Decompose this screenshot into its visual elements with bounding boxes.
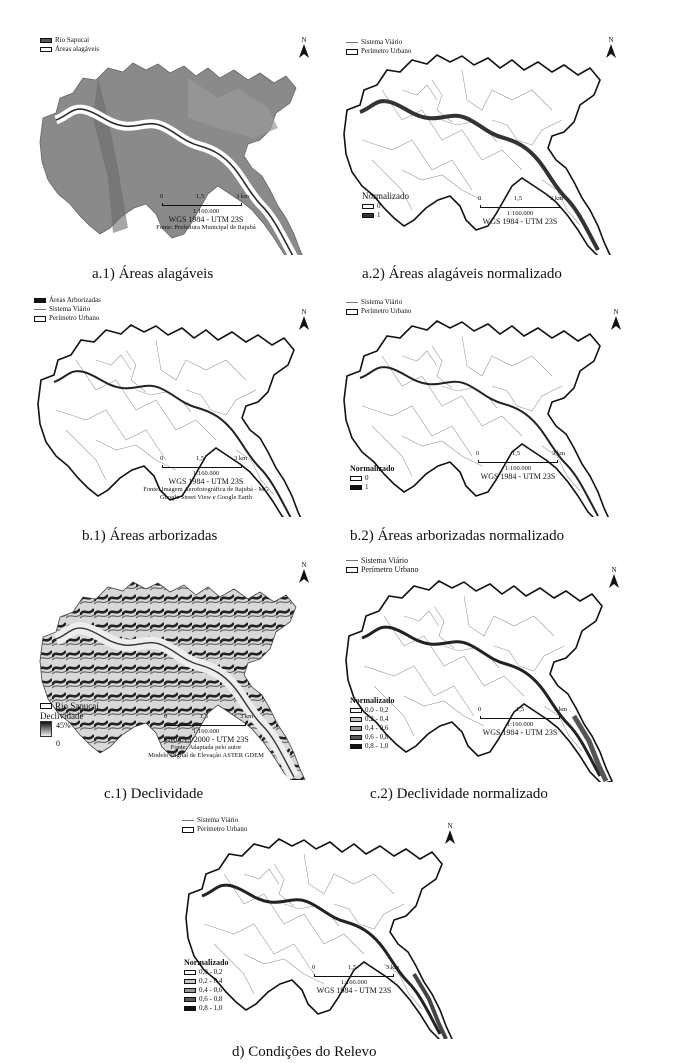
legend-b2 xyxy=(346,298,411,316)
scale-mid: 1,5 xyxy=(196,455,205,462)
legend-roads: Sistema Viário xyxy=(361,556,409,565)
legend-roads: Sistema Viário xyxy=(197,816,239,824)
caption-b1: b.1) Áreas arborizadas xyxy=(82,528,218,544)
north-arrow: N xyxy=(298,308,310,332)
class-legend-c2: Normalizado 0,0 - 0,2 0,2 - 0,4 0,4 - 0,6 0,6 - 0,8 0,8 - 1,0 xyxy=(350,696,395,750)
map-panel-b2 xyxy=(342,292,642,517)
north-arrow: N xyxy=(298,36,310,60)
credits-c1: 1:160.000 SIRGAS 2000 - UTM 23S Fonte: Adaptada pelo autor Modelo Digital de Elevação ASTER GDEM xyxy=(148,728,264,759)
legend-b1 xyxy=(34,296,101,323)
scale-bar xyxy=(314,974,394,977)
caption-d: d) Condições do Relevo xyxy=(232,1044,377,1060)
caption-c2: c.2) Declividade normalizado xyxy=(370,786,548,802)
legend-perimeter: Perímetro Urbano xyxy=(361,307,412,315)
slope-legend-title: Declividade xyxy=(40,711,84,721)
north-arrow: N xyxy=(608,566,620,590)
caption-b2: b.2) Áreas arborizadas normalizado xyxy=(350,528,565,544)
legend-roads: Sistema Viário xyxy=(361,298,403,306)
scale-mid: 1,5 xyxy=(516,706,525,713)
scale-end: 3 km xyxy=(550,195,564,202)
north-arrow-icon xyxy=(298,44,310,58)
scale-mid: 1,5 xyxy=(514,195,523,202)
scale-zero: 0 xyxy=(164,713,168,720)
legend-d xyxy=(182,816,247,834)
scale-end: 3 km xyxy=(234,455,248,462)
north-arrow-icon xyxy=(605,44,617,58)
scale-mid: 1,5 xyxy=(196,193,205,200)
map-panel-c1 xyxy=(36,555,336,780)
scale-bar xyxy=(162,465,242,468)
scale-mid: 1,5 xyxy=(200,713,209,720)
scale-bar xyxy=(480,205,560,208)
credits-c2: 1:160.000 WGS 1984 - UTM 23S xyxy=(482,721,558,737)
legend-flood: Áreas alagáveis xyxy=(55,45,100,53)
north-arrow-icon xyxy=(610,316,622,330)
scale-end: 3 km xyxy=(240,713,254,720)
slope-gradient xyxy=(40,721,52,737)
scale-bar xyxy=(478,460,558,463)
credits-b1: 1:160.000 WGS 1984 - UTM 23S Fonte: Imagem Aerofotográfica de Itajubá - MG Google Street View e Google Earth xyxy=(143,470,269,501)
map-panel-c2 xyxy=(342,552,642,782)
legend-a2 xyxy=(346,38,411,56)
north-arrow-icon xyxy=(444,830,456,844)
map-panel-a1 xyxy=(36,30,336,255)
legend-trees: Áreas Arborizadas xyxy=(49,296,101,304)
credits-a2: 1:160.000 WGS 1984 - UTM 23S xyxy=(482,210,558,226)
scale-zero: 0 xyxy=(478,706,482,713)
scale-zero: 0 xyxy=(312,964,316,971)
scale-mid: 1,5 xyxy=(348,964,357,971)
north-arrow-icon xyxy=(608,574,620,588)
credits-b2: 1:160.000 WGS 1984 - UTM 23S xyxy=(480,465,556,481)
scale-end: 3 km xyxy=(236,193,250,200)
scale-zero: 0 xyxy=(160,193,164,200)
caption-a2: a.2) Áreas alagáveis normalizado xyxy=(362,266,562,282)
scale-zero: 0 xyxy=(160,455,164,462)
scale-zero: 0 xyxy=(476,450,480,457)
scale-bar xyxy=(166,723,246,726)
legend-roads: Sistema Viário xyxy=(49,305,91,313)
legend-perimeter: Perímetro Urbano xyxy=(361,565,419,574)
caption-c1: c.1) Declividade xyxy=(104,786,204,802)
credits-a1: 1:160.000 WGS 1984 - UTM 23S Fonte: Prefeitura Municipal de Itajubá xyxy=(156,208,256,231)
map-panel-d xyxy=(178,814,478,1039)
class-legend-b2: Normalizado 0 1 xyxy=(350,464,395,491)
north-arrow-icon xyxy=(298,316,310,330)
legend-c1: Rio Sapucaí Declividade 45% 0 xyxy=(40,701,99,748)
legend-river: Rio Sapucaí xyxy=(55,701,99,711)
class-legend-d: Normalizado 0,0 - 0,2 0,2 - 0,4 0,4 - 0,6 0,6 - 0,8 0,8 - 1,0 xyxy=(184,958,229,1012)
north-arrow: N xyxy=(605,36,617,60)
class-legend-a2: Normalizado 0 1 xyxy=(362,191,409,219)
north-arrow-icon xyxy=(298,569,310,583)
scale-end: 3 km xyxy=(552,450,566,457)
legend-roads: Sistema Viário xyxy=(361,38,403,46)
caption-a1: a.1) Áreas alagáveis xyxy=(92,266,214,282)
credits-d: 1:160.000 WGS 1984 - UTM 23S xyxy=(316,979,392,995)
scale-end: 3 km xyxy=(386,964,400,971)
north-arrow: N xyxy=(610,308,622,332)
legend-a1 xyxy=(40,36,99,54)
legend-river: Rio Sapucaí xyxy=(55,36,90,44)
north-arrow: N xyxy=(444,822,456,846)
map-panel-b1 xyxy=(30,292,336,517)
scale-end: 3 km xyxy=(554,706,568,713)
legend-perimeter: Perímetro Urbano xyxy=(197,825,248,833)
legend-perimeter: Perímetro Urbano xyxy=(361,47,412,55)
legend-perimeter: Perímetro Urbano xyxy=(49,314,100,322)
scale-bar xyxy=(162,203,242,206)
scale-mid: 1,5 xyxy=(512,450,521,457)
scale-bar xyxy=(480,716,560,719)
scale-zero: 0 xyxy=(478,195,482,202)
north-arrow: N xyxy=(298,561,310,585)
map-panel-a2 xyxy=(342,30,642,255)
legend-c2 xyxy=(346,556,419,574)
